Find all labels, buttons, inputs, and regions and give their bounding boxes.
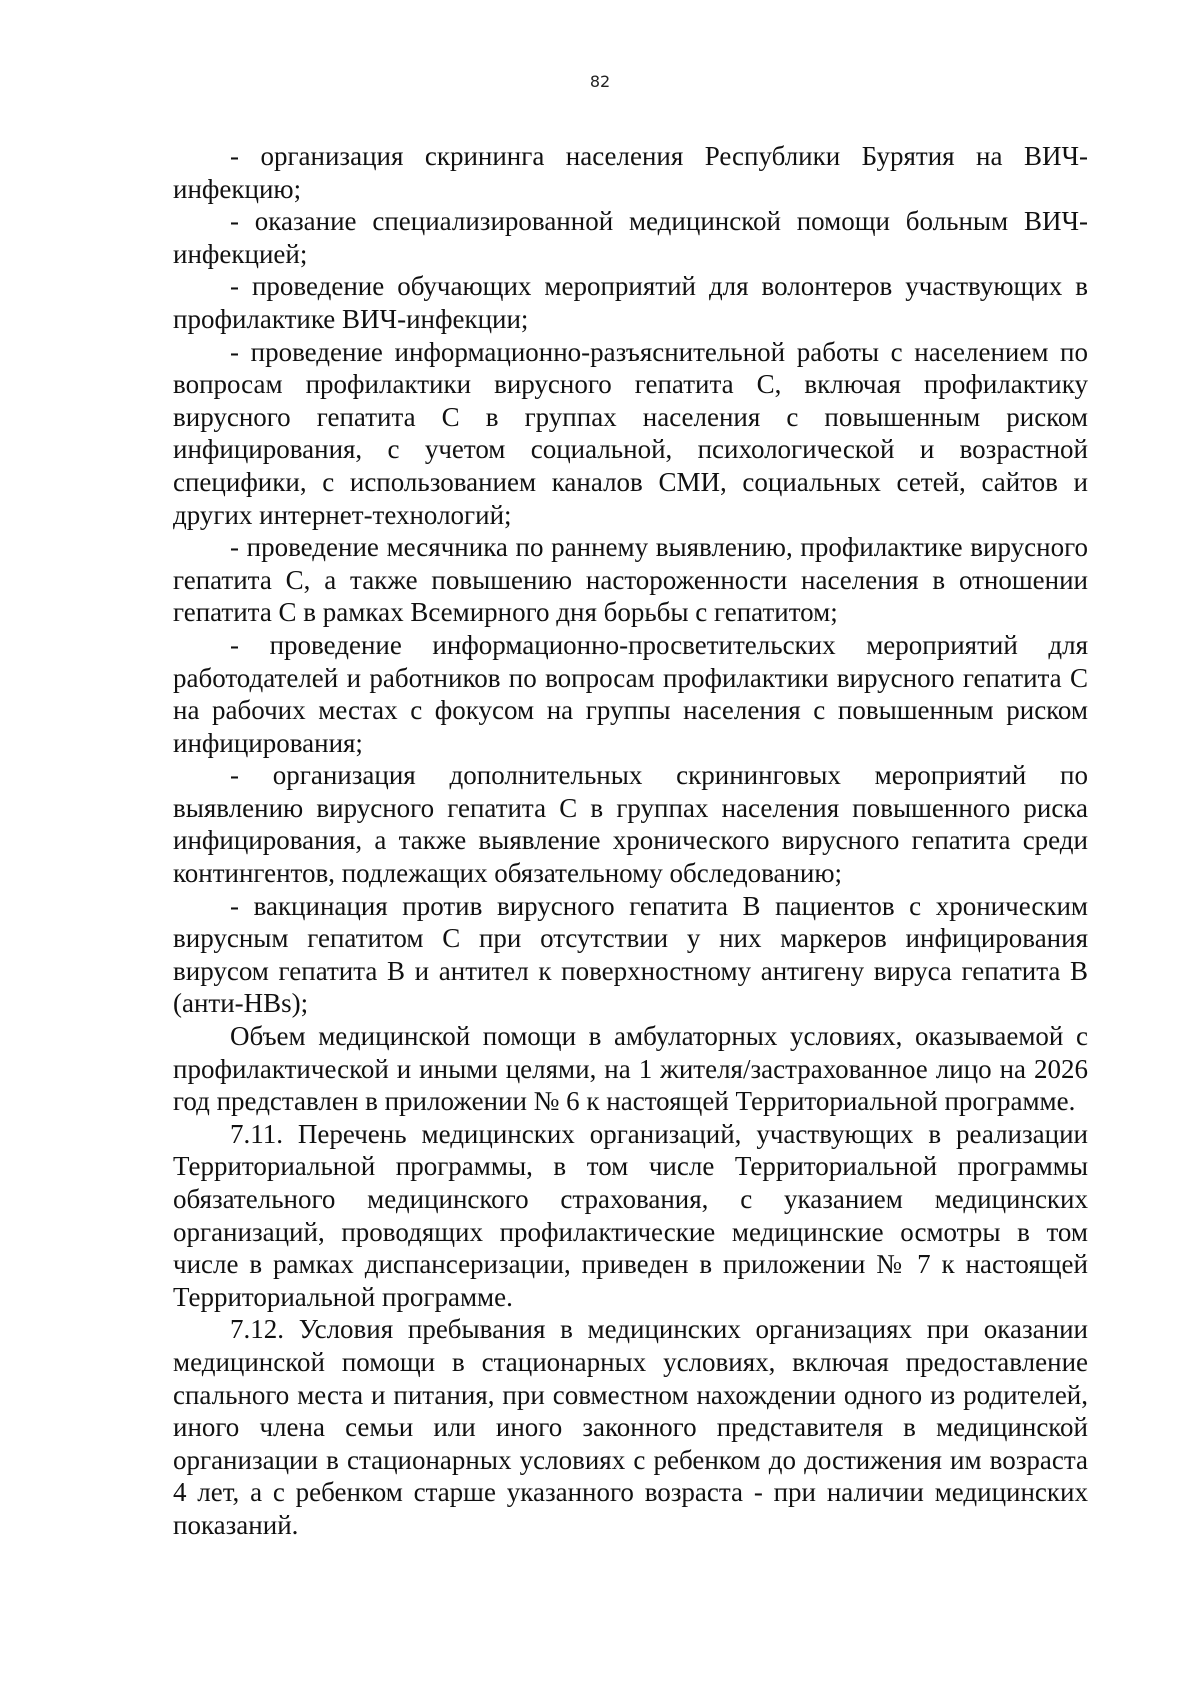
paragraph-hepatitis-c-awareness: - проведение информационно-разъяснительной работы с населением по вопросам профилактики вирусного гепатита С, включая профилактику вирусного гепатита С в группах населения с повышенным риском инфицирования, с учетом социальной, психологической и возрастной специфики, с использованием каналов СМИ, социальных сетей, сайтов и других интернет-технологий; [173,336,1088,530]
paragraph-section-7-11: 7.11. Перечень медицинских организаций, участвующих в реализации Территориальной программы, в том числе Территориальной программы обязательного медицинского страхования, с указанием медицинских организаций, проводящих профилактические медицинские осмотры в том числе в рамках диспансеризации, приведен в приложении № 7 к настоящей Территориальной программе. [173,1118,1088,1312]
paragraph-hepatitis-b-vaccination: - вакцинация против вирусного гепатита В пациентов с хроническим вирусным гепатитом С при отсутствии у них маркеров инфицирования вирусом гепатита В и антител к поверхностному антигену вируса гепатита В (анти-HBs); [173,890,1088,1019]
paragraph-hiv-specialized-care: - оказание специализированной медицинской помощи больным ВИЧ-инфекцией; [173,206,1088,269]
paragraph-outpatient-volume: Объем медицинской помощи в амбулаторных условиях, оказываемой с профилактической и иными целями, на 1 жителя/застрахованное лицо на 2026 год представлен в приложении № 6 к настоящей Территориальной программе. [173,1021,1088,1117]
paragraph-section-7-12: 7.12. Условия пребывания в медицинских организациях при оказании медицинской помощи в стационарных условиях, включая предоставление спального места и питания, при совместном нахождении одного из родителей, иного члена семьи или иного законного представителя в медицинской организации в стационарных условиях с ребенком до достижения им возраста 4 лет, а с ребенком старше указанного возраста - при наличии медицинских показаний. [173,1314,1088,1540]
paragraph-additional-screening: - организация дополнительных скрининговых мероприятий по выявлению вирусного гепатита С в группах населения повышенного риска инфицирования, а также выявление хронического вирусного гепатита среди контингентов, подлежащих обязательному обследованию; [173,760,1088,889]
page-number: 82 [589,72,611,91]
paragraph-hepatitis-c-month: - проведение месячника по раннему выявлению, профилактике вирусного гепатита С, а также повышению настороженности населения в отношении гепатита С в рамках Всемирного дня борьбы с гепатитом; [173,532,1088,628]
document-body [173,140,1088,1542]
paragraph-employer-education: - проведение информационно-просветительских мероприятий для работодателей и работников по вопросам профилактики вирусного гепатита С на рабочих местах с фокусом на группы населения с повышенным риском инфицирования; [173,629,1088,758]
paragraph-volunteer-training: - проведение обучающих мероприятий для волонтеров участвующих в профилактике ВИЧ-инфекции; [173,271,1088,334]
paragraph-hiv-screening: - организация скрининга населения Республики Бурятия на ВИЧ-инфекцию; [173,141,1088,204]
